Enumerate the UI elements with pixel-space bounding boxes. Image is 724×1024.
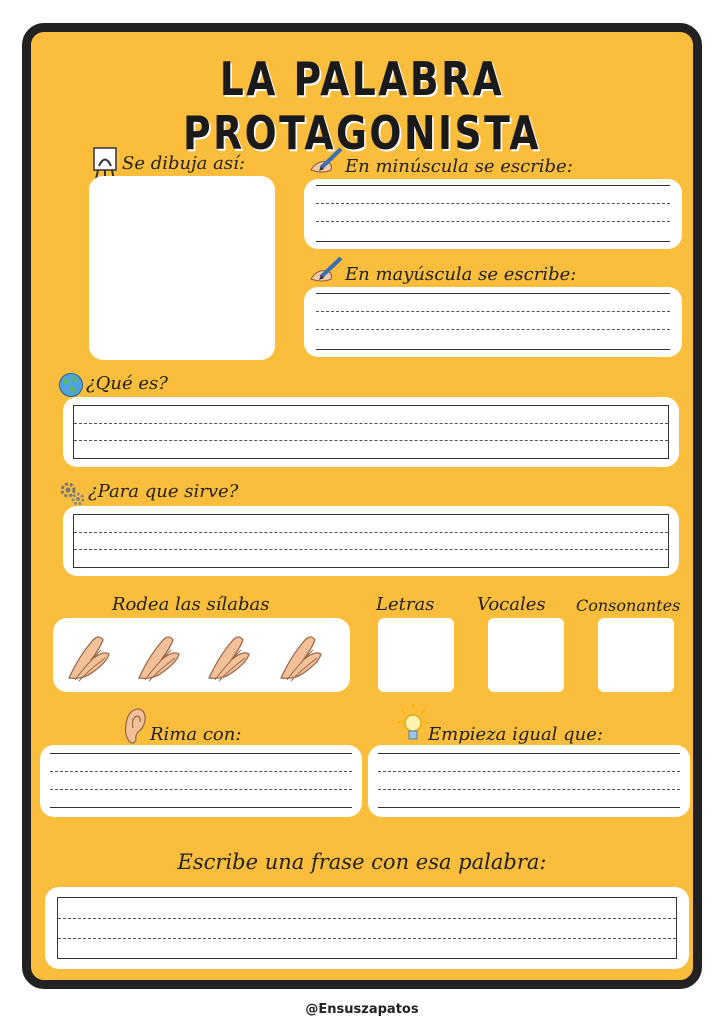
gears-icon [58, 480, 86, 506]
pencil-hand-icon [307, 146, 345, 176]
pencil-hand-icon [307, 255, 345, 285]
rhymes-label: Rima con: [150, 724, 242, 745]
clapping-hands-icon [133, 626, 188, 684]
ear-icon [122, 706, 148, 746]
globe-icon [58, 372, 84, 398]
lowercase-box[interactable] [304, 179, 682, 249]
uppercase-box[interactable] [304, 287, 682, 357]
what-for-box[interactable] [63, 506, 679, 576]
lightbulb-icon [398, 704, 428, 746]
vowels-box[interactable] [488, 618, 564, 692]
clapping-hands-icon [203, 626, 258, 684]
lowercase-label: En minúscula se escribe: [345, 156, 573, 177]
letters-box[interactable] [378, 618, 454, 692]
footer-handle: @Ensuszapatos [305, 1002, 419, 1017]
drawing-label: Se dibuja así: [122, 153, 245, 174]
drawing-box[interactable] [89, 176, 275, 360]
consonants-label: Consonantes [576, 596, 681, 615]
syllables-box[interactable] [53, 618, 350, 692]
what-for-label: ¿Para que sirve? [88, 481, 239, 502]
sentence-label: Escribe una frase con esa palabra: [177, 850, 547, 874]
rhymes-box[interactable] [40, 745, 362, 817]
consonants-box[interactable] [598, 618, 674, 692]
starts-same-box[interactable] [368, 745, 690, 817]
clapping-hands-icon [63, 626, 118, 684]
what-is-box[interactable] [63, 397, 679, 467]
page-title: LA PALABRA PROTAGONISTA [182, 52, 542, 160]
clapping-hands-icon [275, 626, 330, 684]
what-is-label: ¿Qué es? [86, 373, 168, 394]
vowels-label: Vocales [477, 594, 546, 615]
uppercase-label: En mayúscula se escribe: [345, 264, 577, 285]
letters-label: Letras [376, 594, 435, 615]
starts-same-label: Empieza igual que: [428, 724, 603, 745]
sentence-box[interactable] [45, 887, 689, 969]
syllables-label: Rodea las sílabas [112, 594, 270, 615]
